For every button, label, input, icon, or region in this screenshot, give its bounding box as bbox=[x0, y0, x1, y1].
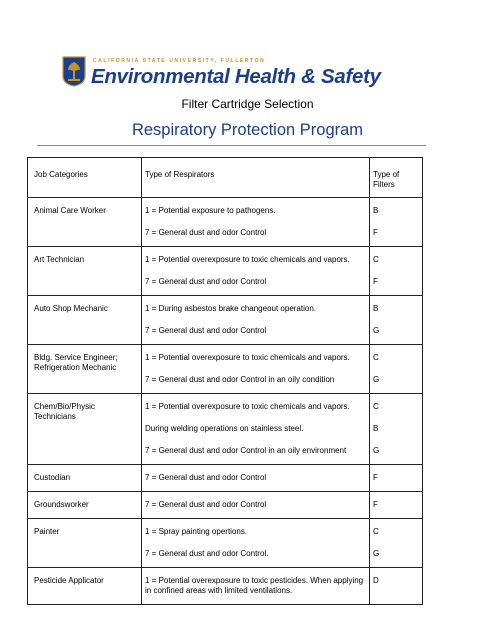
title-divider bbox=[37, 145, 426, 146]
filter-type: F bbox=[370, 465, 423, 492]
filter-selection-table bbox=[27, 157, 423, 605]
table-row bbox=[28, 296, 423, 321]
job-category: Custodian bbox=[28, 465, 142, 492]
job-category: Painter bbox=[28, 519, 142, 568]
respirator-type: 1 = Spray painting opertions. bbox=[142, 519, 370, 544]
filter-type: C bbox=[370, 519, 423, 544]
table-row bbox=[28, 492, 423, 519]
job-category: Animal Care Worker bbox=[28, 198, 142, 247]
respirator-type: 7 = General dust and odor Control bbox=[142, 222, 370, 247]
filter-type: G bbox=[370, 320, 423, 345]
respirator-type: 7 = General dust and odor Control bbox=[142, 492, 370, 519]
table-row bbox=[28, 345, 423, 370]
filter-type: D bbox=[370, 568, 423, 605]
university-seal-icon bbox=[62, 56, 86, 87]
respirator-type: 1 = Potential exposure to pathogens. bbox=[142, 198, 370, 223]
filter-type: C bbox=[370, 394, 423, 419]
respirator-type: 7 = General dust and odor Control in an oily condition bbox=[142, 369, 370, 394]
job-category: Chem/Bio/Physic Technicians bbox=[28, 394, 142, 465]
filter-type: B bbox=[370, 296, 423, 321]
document-title: Respiratory Protection Program bbox=[131, 121, 364, 139]
column-header-respirators: Type of Respirators bbox=[142, 158, 370, 198]
document-subtitle: Filter Cartridge Selection bbox=[181, 97, 314, 111]
respirator-type: 1 = Potential overexposure to toxic chemicals and vapors. bbox=[142, 247, 370, 272]
filter-type: B bbox=[370, 198, 423, 223]
table-row bbox=[28, 198, 423, 223]
filter-type: F bbox=[370, 492, 423, 519]
table-header-row bbox=[28, 158, 423, 198]
filter-type: G bbox=[370, 369, 423, 394]
table-row bbox=[28, 394, 423, 419]
respirator-type: 7 = General dust and odor Control bbox=[142, 465, 370, 492]
university-name: CALIFORNIA STATE UNIVERSITY, FULLERTON bbox=[93, 58, 266, 64]
filter-type: B bbox=[370, 418, 423, 440]
filter-type: G bbox=[370, 543, 423, 568]
respirator-type: 7 = General dust and odor Control. bbox=[142, 543, 370, 568]
table-row bbox=[28, 247, 423, 272]
department-name: Environmental Health & Safety bbox=[91, 65, 381, 88]
job-category: Groundsworker bbox=[28, 492, 142, 519]
respirator-type: 1 = Potential overexposure to toxic chemicals and vapors. bbox=[142, 394, 370, 419]
filter-type: C bbox=[370, 247, 423, 272]
respirator-type: During welding operations on stainless steel. bbox=[142, 418, 370, 440]
table-row bbox=[28, 519, 423, 544]
filter-type: F bbox=[370, 271, 423, 296]
table-row bbox=[28, 465, 423, 492]
job-category: Bldg. Service Engineer; Refrigeration Mechanic bbox=[28, 345, 142, 394]
column-header-job: Job Categories bbox=[28, 158, 142, 198]
table-row bbox=[28, 568, 423, 605]
job-category: Pesticide Applicator bbox=[28, 568, 142, 605]
column-header-filters: Type of Filters bbox=[370, 158, 423, 198]
respirator-type: 7 = General dust and odor Control bbox=[142, 271, 370, 296]
respirator-type: 1 = During asbestos brake changeout operation. bbox=[142, 296, 370, 321]
job-category: Art Technician bbox=[28, 247, 142, 296]
respirator-type: 7 = General dust and odor Control bbox=[142, 320, 370, 345]
respirator-type: 1 = Potential overexposure to toxic chemicals and vapors. bbox=[142, 345, 370, 370]
respirator-type: 7 = General dust and odor Control in an oily environment bbox=[142, 440, 370, 465]
respirator-type: 1 = Potential overexposure to toxic pesticides. When applying in confined areas with limited ventilations. bbox=[142, 568, 370, 605]
filter-type: G bbox=[370, 440, 423, 465]
ehs-header bbox=[62, 56, 381, 88]
filter-type: F bbox=[370, 222, 423, 247]
filter-type: C bbox=[370, 345, 423, 370]
job-category: Auto Shop Mechanic bbox=[28, 296, 142, 345]
